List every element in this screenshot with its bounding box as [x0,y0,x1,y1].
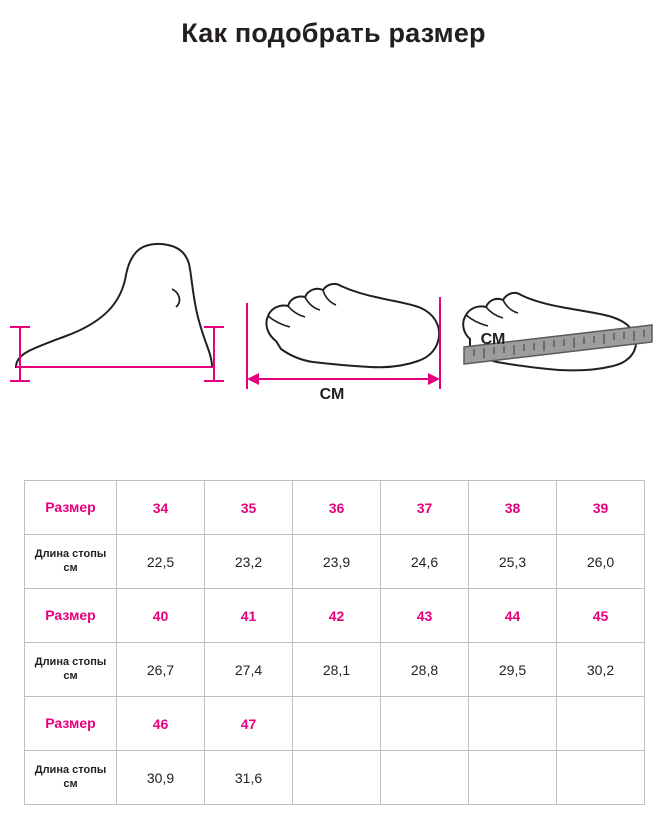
size-cell: 43 [381,589,469,643]
row-label-length [25,751,117,805]
table-row [25,751,645,805]
length-cell: 22,5 [117,535,205,589]
row-label-length-line1: Длина стопы [34,763,107,776]
row-label-length [25,643,117,697]
row-label-length [25,535,117,589]
length-cell: 29,5 [469,643,557,697]
table-row [25,643,645,697]
length-cell-empty [469,751,557,805]
row-label-size: Размер [25,481,117,535]
cm-label-middle: СМ [319,386,345,403]
table-row [25,589,645,643]
size-cell: 36 [293,481,381,535]
table-row [25,481,645,535]
illustration-group [0,59,667,403]
row-label-length-line2: см [63,561,78,574]
size-cell-empty [293,697,381,751]
length-cell: 30,2 [557,643,645,697]
length-cell: 25,3 [469,535,557,589]
size-cell: 41 [205,589,293,643]
row-label-length-line2: см [63,777,78,790]
length-cell: 31,6 [205,751,293,805]
size-cell: 37 [381,481,469,535]
foot-top-view-icon [266,284,439,367]
length-cell: 28,8 [381,643,469,697]
size-cell-empty [381,697,469,751]
size-cell: 45 [557,589,645,643]
size-table-container [24,480,644,805]
size-cell: 39 [557,481,645,535]
width-measure-middle [247,297,440,389]
row-label-length-line2: см [63,669,78,682]
size-cell: 38 [469,481,557,535]
row-label-size: Размер [25,589,117,643]
table-row [25,697,645,751]
size-cell: 34 [117,481,205,535]
height-measure-left [10,327,30,381]
size-table-body [25,481,645,805]
length-cell: 23,2 [205,535,293,589]
table-row [25,535,645,589]
size-cell: 42 [293,589,381,643]
cm-label-right: СМ [480,331,506,348]
size-cell: 46 [117,697,205,751]
size-cell: 47 [205,697,293,751]
length-cell: 26,7 [117,643,205,697]
foot-side-view-icon [16,244,212,367]
row-label-length-line1: Длина стопы [34,655,107,668]
length-cell-empty [293,751,381,805]
row-label-size: Размер [25,697,117,751]
length-cell: 24,6 [381,535,469,589]
page-title: Как подобрать размер [181,18,486,48]
size-cell: 44 [469,589,557,643]
size-cell-empty [469,697,557,751]
length-cell: 30,9 [117,751,205,805]
height-measure-right [204,327,224,381]
row-label-length-line1: Длина стопы [34,547,107,560]
length-cell: 26,0 [557,535,645,589]
length-cell-empty [381,751,469,805]
length-cell-empty [557,751,645,805]
length-cell: 28,1 [293,643,381,697]
length-cell: 23,9 [293,535,381,589]
size-cell: 35 [205,481,293,535]
size-table [24,480,645,805]
size-cell: 40 [117,589,205,643]
length-cell: 27,4 [205,643,293,697]
size-cell-empty [557,697,645,751]
